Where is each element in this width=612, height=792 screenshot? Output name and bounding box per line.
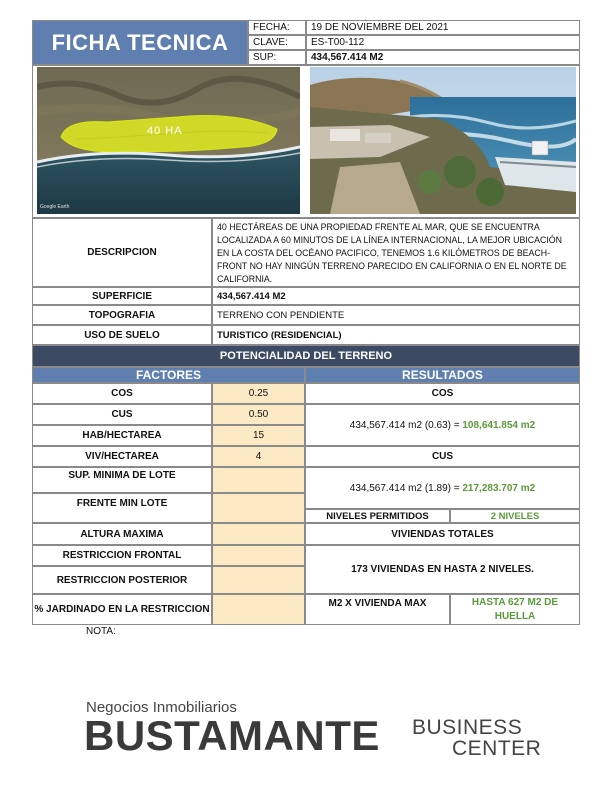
factor-label-hab: HAB/HECTAREA	[32, 425, 212, 446]
factor-label-restr-posterior: RESTRICCION POSTERIOR	[32, 566, 212, 594]
resultados-header: RESULTADOS	[305, 367, 580, 383]
factor-value-jardinado	[212, 594, 305, 625]
descripcion-text: 40 HECTÁREAS DE UNA PROPIEDAD FRENTE AL MAR, QUE SE ENCUENTRA LOCALIZADA A 60 MINUTOS DE LA LÍNEA INTERNACIONAL, LA MEJOR UBICACIÓN EN LA COSTA DEL OCÉANO PACIFICO, TENEMOS 1.6 KILÓMETROS DE BEACH-FRONT NO HAY NINGÚN TERRENO PARECIDO EN CALIFORNIA O EN EL NORTE DE CALIFORNIA.	[212, 218, 580, 287]
clave-value: ES-T00-112	[306, 35, 580, 50]
footer-business: BUSINESS	[412, 716, 523, 739]
factor-value-hab: 15	[212, 425, 305, 446]
title-box	[32, 20, 248, 65]
aerial-watermark: Google Earth	[40, 204, 70, 210]
page-title: FICHA TECNICA	[51, 29, 229, 55]
factor-value-viv: 4	[212, 446, 305, 467]
factor-value-cos: 0.25	[212, 383, 305, 404]
factor-value-cus: 0.50	[212, 404, 305, 425]
footer-center: CENTER	[452, 737, 542, 760]
sup-value: 434,567.414 M2	[306, 50, 580, 65]
aerial-area-label: 40 HA	[147, 125, 183, 137]
clave-label: CLAVE:	[248, 35, 306, 50]
factor-label-cus: CUS	[32, 404, 212, 425]
m2-value: HASTA 627 M2 DE HUELLA	[450, 594, 580, 625]
viviendas-value: 173 VIVIENDAS EN HASTA 2 NIVELES.	[305, 545, 580, 594]
m2-label: M2 X VIVIENDA MAX	[305, 594, 450, 625]
uso-value: TURISTICO (RESIDENCIAL)	[212, 325, 580, 345]
factor-label-jardinado: % JARDINADO EN LA RESTRICCION	[32, 594, 212, 625]
aerial-photo-image	[37, 67, 300, 214]
nota-label-text: NOTA:	[86, 626, 116, 637]
factor-label-sup-min: SUP. MINIMA DE LOTE	[32, 467, 212, 493]
viviendas-label: VIVIENDAS TOTALES	[305, 523, 580, 545]
fecha-value: 19 DE NOVIEMBRE DEL 2021	[306, 20, 580, 35]
fecha-label: FECHA:	[248, 20, 306, 35]
niveles-label: NIVELES PERMITIDOS	[305, 509, 450, 523]
niveles-value: 2 NIVELES	[450, 509, 580, 523]
superficie-value: 434,567.414 M2	[212, 287, 580, 305]
result-cos-formula: 434,567.414 m2 (0.63) =	[349, 419, 463, 431]
uso-label: USO DE SUELO	[32, 325, 212, 345]
result-cus-label: CUS	[305, 446, 580, 467]
factor-label-viv: VIV/HECTAREA	[32, 446, 212, 467]
factor-value-frente	[212, 493, 305, 523]
result-cos-value: 108,641.854 m2	[462, 419, 536, 431]
aerial-photo	[37, 67, 300, 214]
factor-label-frente: FRENTE MIN LOTE	[32, 493, 212, 523]
coast-photo-image	[310, 67, 576, 214]
footer-tagline: Negocios Inmobiliarios	[86, 699, 237, 716]
result-cos-calc	[305, 404, 580, 446]
result-cus-calc	[305, 467, 580, 509]
factor-value-sup-min	[212, 467, 305, 493]
potencial-title: POTENCIALIDAD DEL TERRENO	[32, 345, 580, 367]
topografia-label: TOPOGRAFIA	[32, 305, 212, 325]
result-cus-value: 217,283.707 m2	[462, 482, 536, 494]
sup-label: SUP:	[248, 50, 306, 65]
factor-value-restr-posterior	[212, 566, 305, 594]
factores-header: FACTORES	[32, 367, 305, 383]
coast-photo	[310, 67, 576, 214]
superficie-label: SUPERFICIE	[32, 287, 212, 305]
factor-label-restr-frontal: RESTRICCION FRONTAL	[32, 545, 212, 566]
result-cos-label: COS	[305, 383, 580, 404]
result-cus-formula: 434,567.414 m2 (1.89) =	[349, 482, 463, 494]
factor-label-altura: ALTURA MAXIMA	[32, 523, 212, 545]
topografia-value: TERRENO CON PENDIENTE	[212, 305, 580, 325]
factor-value-restr-frontal	[212, 545, 305, 566]
descripcion-label: DESCRIPCION	[32, 218, 212, 287]
footer-brand: BUSTAMANTE	[84, 712, 380, 759]
factor-value-altura	[212, 523, 305, 545]
factor-label-cos: COS	[32, 383, 212, 404]
